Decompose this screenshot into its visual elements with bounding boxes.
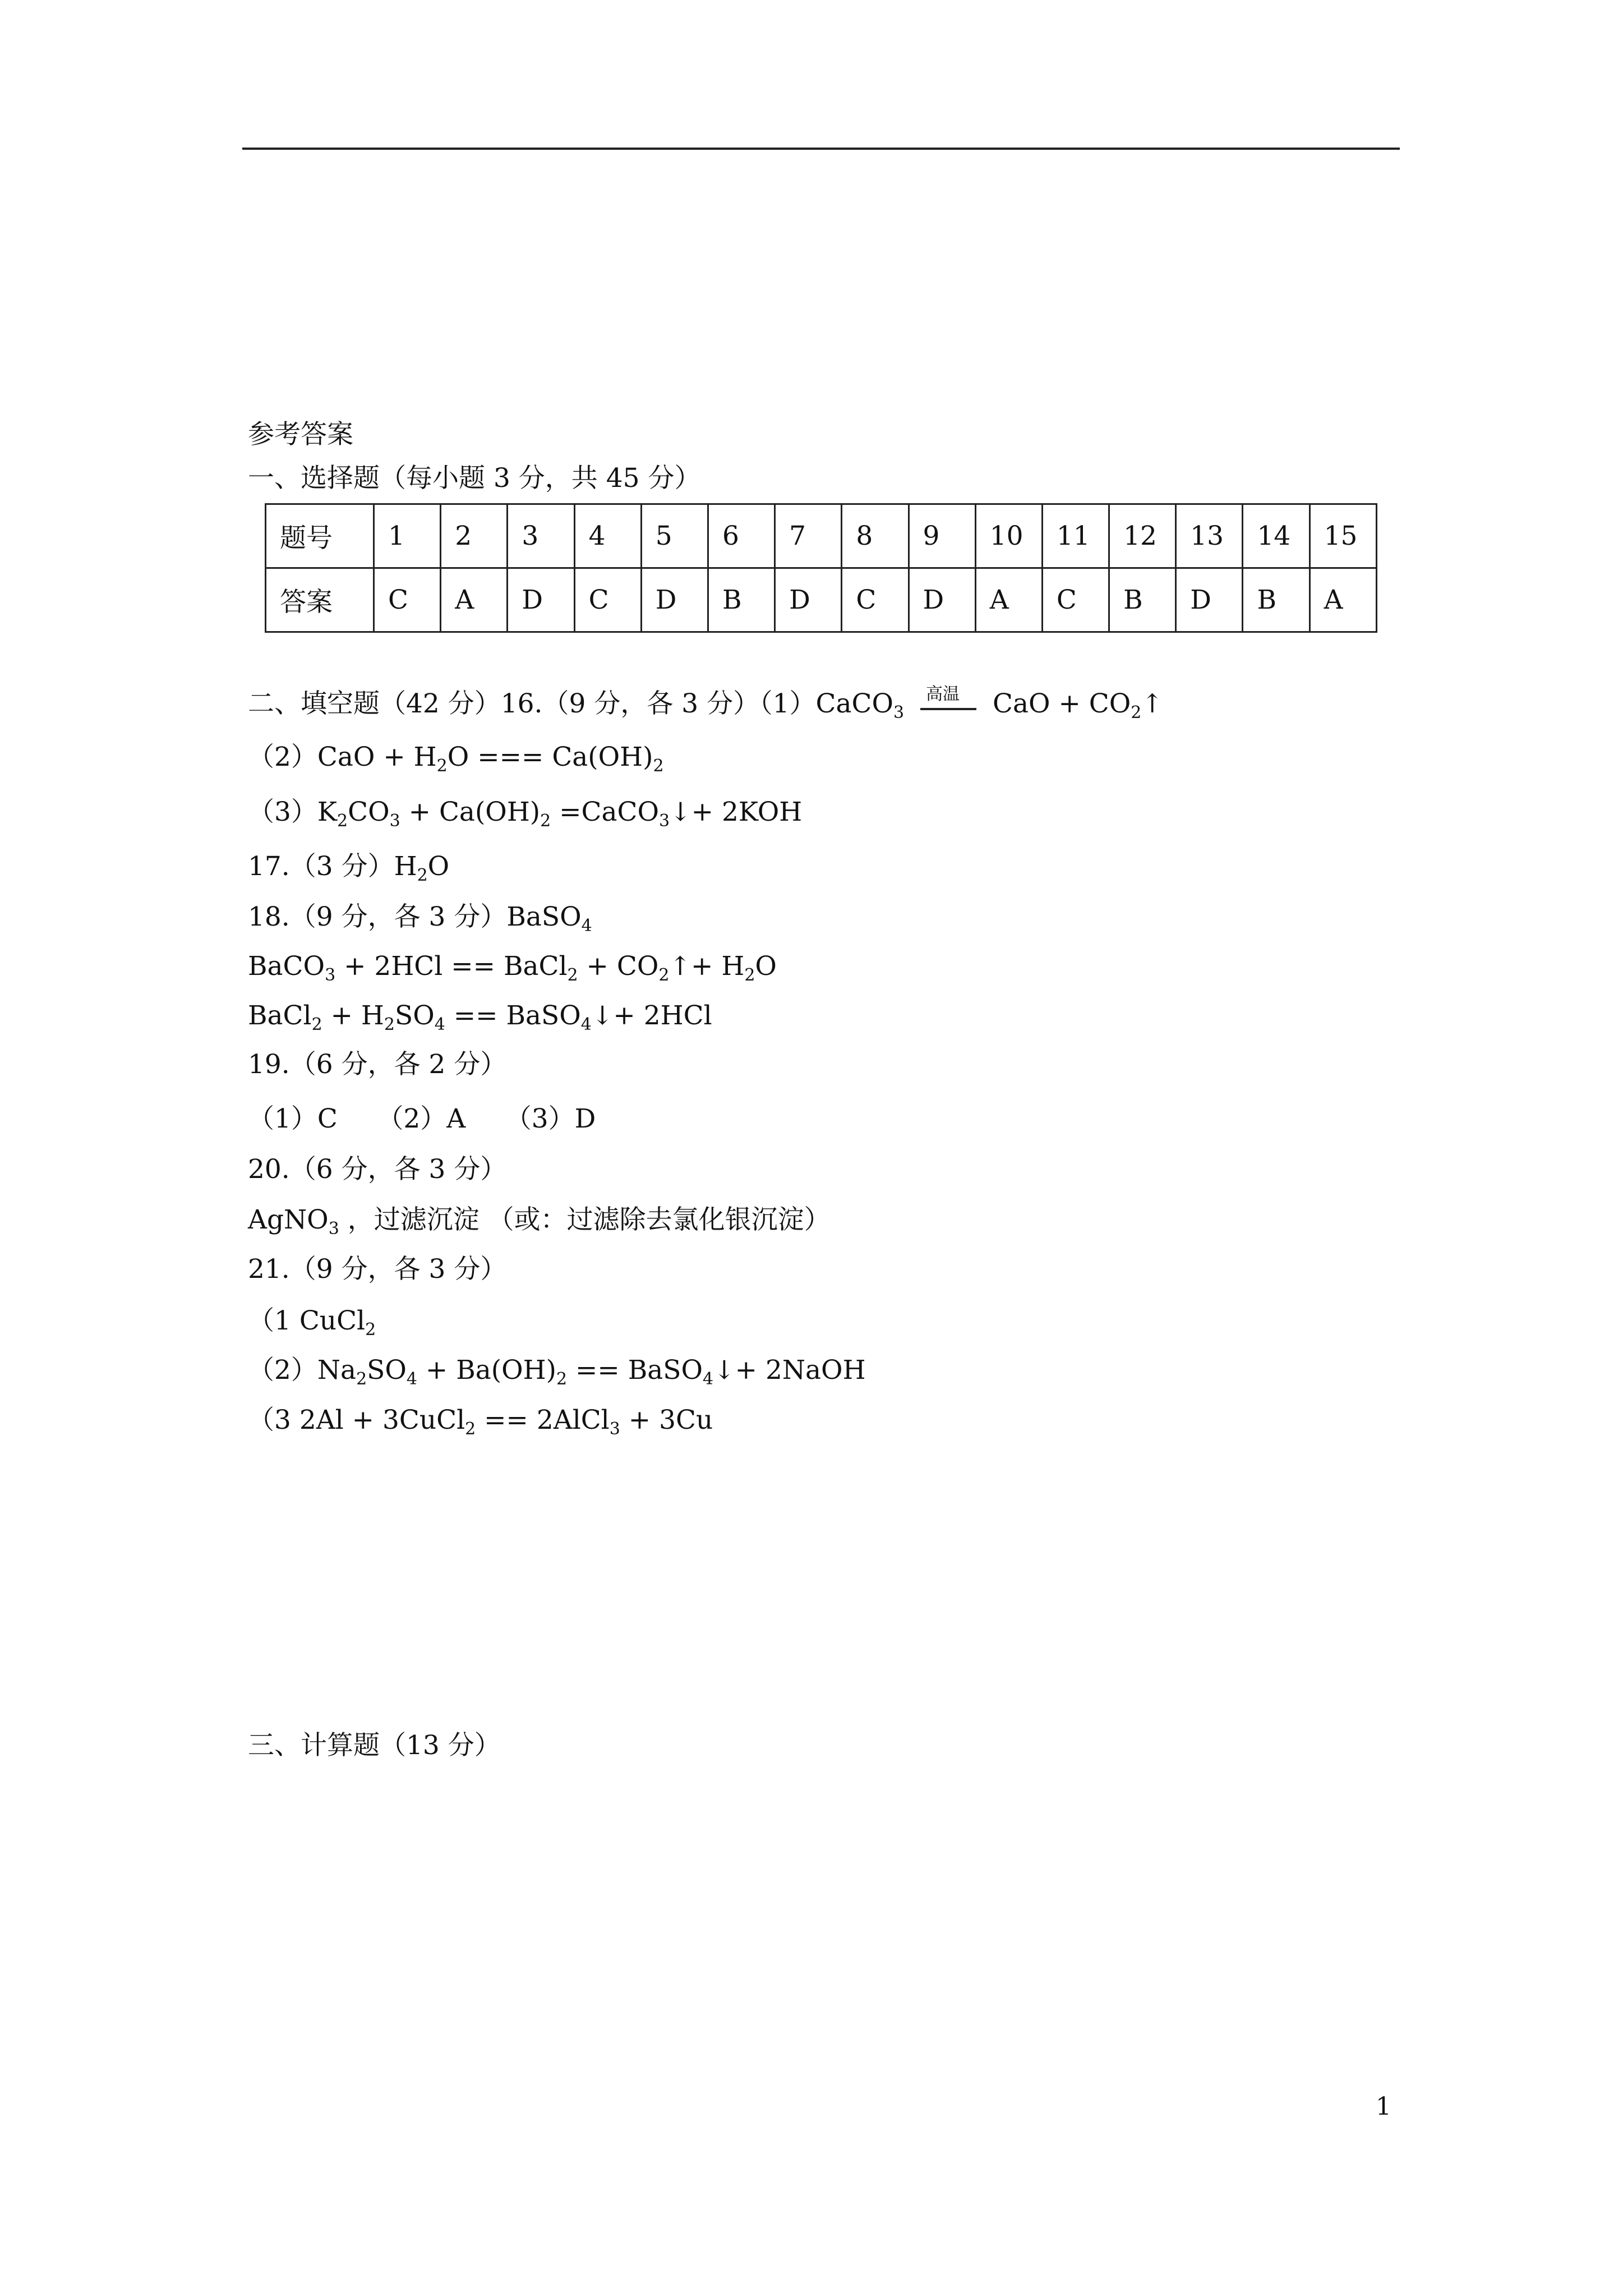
table-cell: B	[1243, 568, 1310, 632]
down-arrow-icon: ↓	[713, 1355, 735, 1385]
q16-line-3: $(3)K_2CO_3 + Ca(OH)_2$ =CaCO$_3$↓+ 2KOH	[248, 797, 803, 831]
table-cell: 10	[975, 504, 1042, 568]
section1-title: 一、选择题（每小题 3 分，共 45 分）	[248, 463, 701, 494]
section3-title: 三、计算题（13 分）	[248, 1730, 501, 1761]
table-cell: 4	[574, 504, 641, 568]
q20-title: 20.（6 分，各 3 分）	[248, 1154, 507, 1185]
table-row-numbers	[266, 504, 1377, 568]
up-arrow-icon: ↑	[1141, 688, 1163, 719]
q21-line-3: （3 2Al + 3CuCl$_2$ == 2AlCl$_3$ + 3Cu	[248, 1405, 713, 1439]
table-cell: 1	[374, 504, 441, 568]
q19-title: 19.（6 分，各 2 分）	[248, 1049, 507, 1080]
q18-line-1: 18.（9 分，各 3 分）BaSO$_4$	[248, 901, 592, 936]
table-cell: B	[1109, 568, 1176, 632]
table-cell: D	[775, 568, 842, 632]
table-cell: D	[909, 568, 975, 632]
table-cell: C	[842, 568, 909, 632]
down-arrow-icon: ↓	[670, 797, 691, 827]
table-cell: 3	[508, 504, 574, 568]
q16-line-2: $(2)CaO + H_2O$ === $Ca(OH)_2$	[248, 742, 664, 776]
down-arrow-icon: ↓	[591, 1000, 614, 1030]
table-cell: 15	[1310, 504, 1376, 568]
reaction-bar	[920, 708, 976, 710]
q16-line-1: 二、填空题（42 分）16.（9 分，各 3 分）（1）CaCO$_3$ 高温 CaO + $CO_2↑$	[248, 684, 1163, 723]
table-cell: C	[374, 568, 441, 632]
table-cell: 11	[1042, 504, 1109, 568]
table-cell: A	[441, 568, 508, 632]
table-cell: C	[574, 568, 641, 632]
table-cell: 9	[909, 504, 975, 568]
reaction-condition: 高温	[920, 689, 976, 723]
q20-answer: AgNO$_3$ ，过滤沉淀 （或：过滤除去氯化银沉淀）	[248, 1204, 831, 1239]
answer-table	[265, 503, 1377, 633]
q21-line-2: $(2)Na_2SO_4 + Ba(OH)_2$ == BaSO$_4$↓+ 2NaOH	[248, 1355, 866, 1389]
q18-line-3: BaCl$_2$ + $H_2SO_4$ == BaSO$_4$↓+ 2HCl	[248, 1000, 712, 1034]
row-header-number: 题号	[266, 504, 374, 568]
table-cell: 5	[641, 504, 708, 568]
table-cell: D	[641, 568, 708, 632]
table-cell: 14	[1243, 504, 1310, 568]
table-cell: A	[975, 568, 1042, 632]
table-cell: C	[1042, 568, 1109, 632]
table-cell: D	[1176, 568, 1243, 632]
q17-line: 17.（3 分）$H_2O$	[248, 851, 450, 885]
table-cell: D	[508, 568, 574, 632]
q21-line-1: （1 CuCl$_2$	[248, 1305, 376, 1340]
q19-answers: （1）C （2）A （3）D	[248, 1103, 596, 1134]
table-cell: A	[1310, 568, 1376, 632]
q21-title: 21.（9 分，各 3 分）	[248, 1254, 507, 1285]
header-rule	[242, 148, 1400, 150]
table-cell: 2	[441, 504, 508, 568]
table-cell: 7	[775, 504, 842, 568]
table-cell: 8	[842, 504, 909, 568]
table-cell: 13	[1176, 504, 1243, 568]
up-arrow-icon: ↑	[669, 951, 691, 981]
row-header-answer: 答案	[266, 568, 374, 632]
table-cell: 12	[1109, 504, 1176, 568]
table-cell: B	[708, 568, 774, 632]
table-row-answers	[266, 568, 1377, 632]
q18-line-2: BaCO$_3$ + 2HCl == BaCl$_2$ + $CO_2↑+ H_2O$	[248, 951, 777, 985]
table-cell: 6	[708, 504, 774, 568]
page-number: 1	[1376, 2092, 1391, 2121]
answers-title: 参考答案	[248, 419, 353, 450]
